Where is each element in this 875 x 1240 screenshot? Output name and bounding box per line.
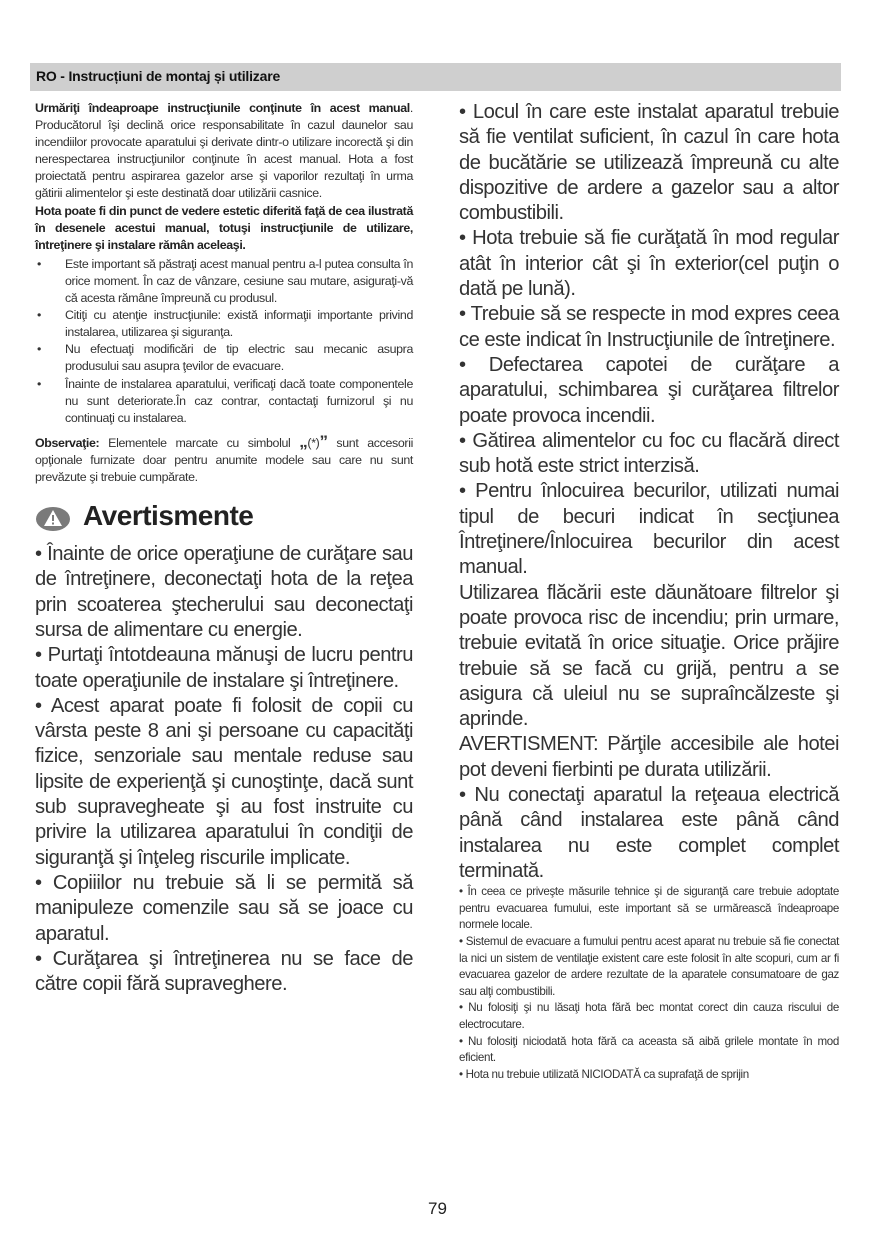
warning-paragraph: Utilizarea flăcării este dăunătoare filtrelor şi poate provoca risc de incendiu; prin urmare, trebuie evitată în orice situaţie. Orice prăjire trebuie să se facă cu grijă, pentru a se asigura că uleiul nu se supraîncălzeste şi aprinde. xyxy=(459,581,839,731)
safety-note: • Sistemul de evacuare a fumului pentru acest aparat nu trebuie să fie conectat la nici un sistem de ventilaţie existent care este folosit în alte scopuri, cum ar fi evacuarea gazelor de ardere rezultate de la aparatele consumatoare de gaz sau alţi combustibili. xyxy=(459,934,839,998)
warning-paragraph: • Gătirea alimentelor cu foc cu flacără direct sub hotă este strict interzisă. xyxy=(459,429,839,478)
quote-close-mark: ” xyxy=(319,431,328,451)
warnings-title: Avertismente xyxy=(83,500,254,532)
intro-design-note xyxy=(35,203,413,254)
intro-paragraph xyxy=(35,100,413,203)
warning-paragraph: • Curăţarea şi întreţinerea nu se face de către copii fără supraveghere. xyxy=(35,947,413,996)
warning-paragraph: • Copiiilor nu trebuie să li se permită să manipuleze comenzile sau să se joace cu aparatul. xyxy=(35,871,413,945)
warning-paragraph: • Purtaţi întotdeauna mănuşi de lucru pentru toate operaţiunile de instalare şi întreţinere. xyxy=(35,644,413,692)
warning-icon xyxy=(35,506,71,532)
quote-open-mark: „ xyxy=(299,431,308,451)
design-note-bold: Hota poate fi din punct de vedere estetic diferită faţă de cea ilustrată în desenele acestui manual, totuşi instrucţiunile de utilizare, întreţinere şi instalare rămân aceleaşi. xyxy=(35,203,413,252)
instruction-bullets xyxy=(35,256,413,427)
left-column xyxy=(35,100,413,997)
safety-note: • Hota nu trebuie utilizată NICIODATĂ ca suprafaţă de sprijin xyxy=(459,1067,749,1081)
section-header-bar xyxy=(30,63,841,91)
safety-note: • Nu folosiţi şi nu lăsaţi hota fără bec montat corect din cauza riscului de electrocutare. xyxy=(459,1001,839,1031)
optional-symbol: (*) xyxy=(307,435,320,450)
bullet-icon: • xyxy=(37,342,41,357)
observation-note: Observaţie: Elementele marcate cu simbolul „(*)” sunt accesorii opţionale furnizate doar pentru anumite modele sau care nu sunt prevăzute şi trebuie cumpărate. xyxy=(35,431,414,484)
bullet-icon: • xyxy=(37,376,41,391)
warning-paragraph: AVERTISMENT: Părţile accesibile ale hotei pot deveni fierbinti pe durata utilizării. xyxy=(459,733,839,781)
warning-paragraph: • Pentru înlocuirea becurilor, utilizati numai tipul de becuri indicat în secţiunea Întreţinere/Înlocuirea becurilor din acest manual. xyxy=(459,480,839,579)
observation-label: Observaţie: xyxy=(35,435,100,450)
warning-paragraph: • Hota trebuie să fie curăţată în mod regular atât în interior cât şi în exterior(cel puţin o dată pe lună). xyxy=(459,227,839,301)
safety-note: • Nu folosiţi niciodată hota fără ca aceasta să aibă grilele montate în mod eficient. xyxy=(459,1034,839,1065)
intro-text: . Producătorul îşi declină orice responsabilitate în cazul daunelor sau incendiilor provocate aparatului şi derivate dintr-o utilizare incorectă şi din nerespectarea instrucţiunilor conţinute în acest manual. Hota a fost proiectată pentru aspirarea gazelor arse şi vaporilor rezultaţi în urma gătirii alimentelor şi este destinată doar utilizării casnice. xyxy=(35,101,413,201)
warnings-heading xyxy=(35,502,413,538)
list-item: • Citiţi cu atenţie instrucţiunile: există informaţii importante privind instalarea, utilizarea şi siguranţa. xyxy=(37,308,413,340)
warning-paragraph: • Înainte de orice operaţiune de curăţare sau de întreţinere, deconectaţi hota de la reţea prin scoaterea ştecherului sau deconectaţi sursa de alimentare cu energie. xyxy=(35,543,413,641)
list-item: • Este important să păstraţi acest manual pentru a-l putea consulta în orice moment. În caz de vânzare, cesiune sau mutare, asiguraţi-vă că acesta rămâne împreună cu produsul. xyxy=(37,256,413,306)
warning-paragraph: • Nu conectaţi aparatul la reţeaua electrică până când instalarea este până când instalarea nu este complet complet terminată. xyxy=(459,784,839,882)
intro-bold-lead: Urmăriţi îndeaproape instrucţiunile conţinute în acest manual xyxy=(35,101,410,115)
bullet-icon: • xyxy=(37,256,41,271)
warning-paragraph: • Locul în care este instalat aparatul trebuie să fie ventilat suficient, în cazul în care hota de bucătărie se utilizează împreună cu alte dispozitive de ardere a gazelor sau a altor combustibili. xyxy=(459,101,839,225)
list-item: • Înainte de instalarea aparatului, verificaţi dacă toate componentele nu sunt deteriorate.În caz contrar, contactaţi furnizorul şi nu continuaţi cu instalarea. xyxy=(37,376,413,425)
safety-note: • În ceea ce priveşte măsurile tehnice şi de siguranţă care trebuie adoptate pentru evacuarea fumului, este important să se urmărească îndeaproape normele locale. xyxy=(459,885,839,932)
warning-paragraph: • Trebuie să se respecte in mod expres ceea ce este indicat în Instrucţiunile de întreţinere. xyxy=(459,303,839,351)
bullet-icon: • xyxy=(37,308,41,323)
section-title: RO - Instrucțiuni de montaj și utilizare xyxy=(36,68,281,84)
warning-paragraph: • Defectarea capotei de curăţare a aparatului, schimbarea şi curăţarea filtrelor poate provoca incendii. xyxy=(459,353,839,427)
list-item: • Nu efectuaţi modificări de tip electric sau mecanic asupra produsului sau asupra ţevilor de evacuare. xyxy=(37,342,413,374)
right-column xyxy=(459,100,839,1083)
page-number: 79 xyxy=(428,1199,447,1218)
warning-paragraph: • Acest aparat poate fi folosit de copii cu vârsta peste 8 ani şi persoane cu capacităţi fizice, senzoriale sau mentale reduse sau lipsite de experienţă şi cunoştinţe, dacă sunt sub supravegheate şi au fost instruite cu privire la utilizarea aparatului în condiţii de siguranţă şi înţeleg riscurile implicate. xyxy=(35,694,413,869)
